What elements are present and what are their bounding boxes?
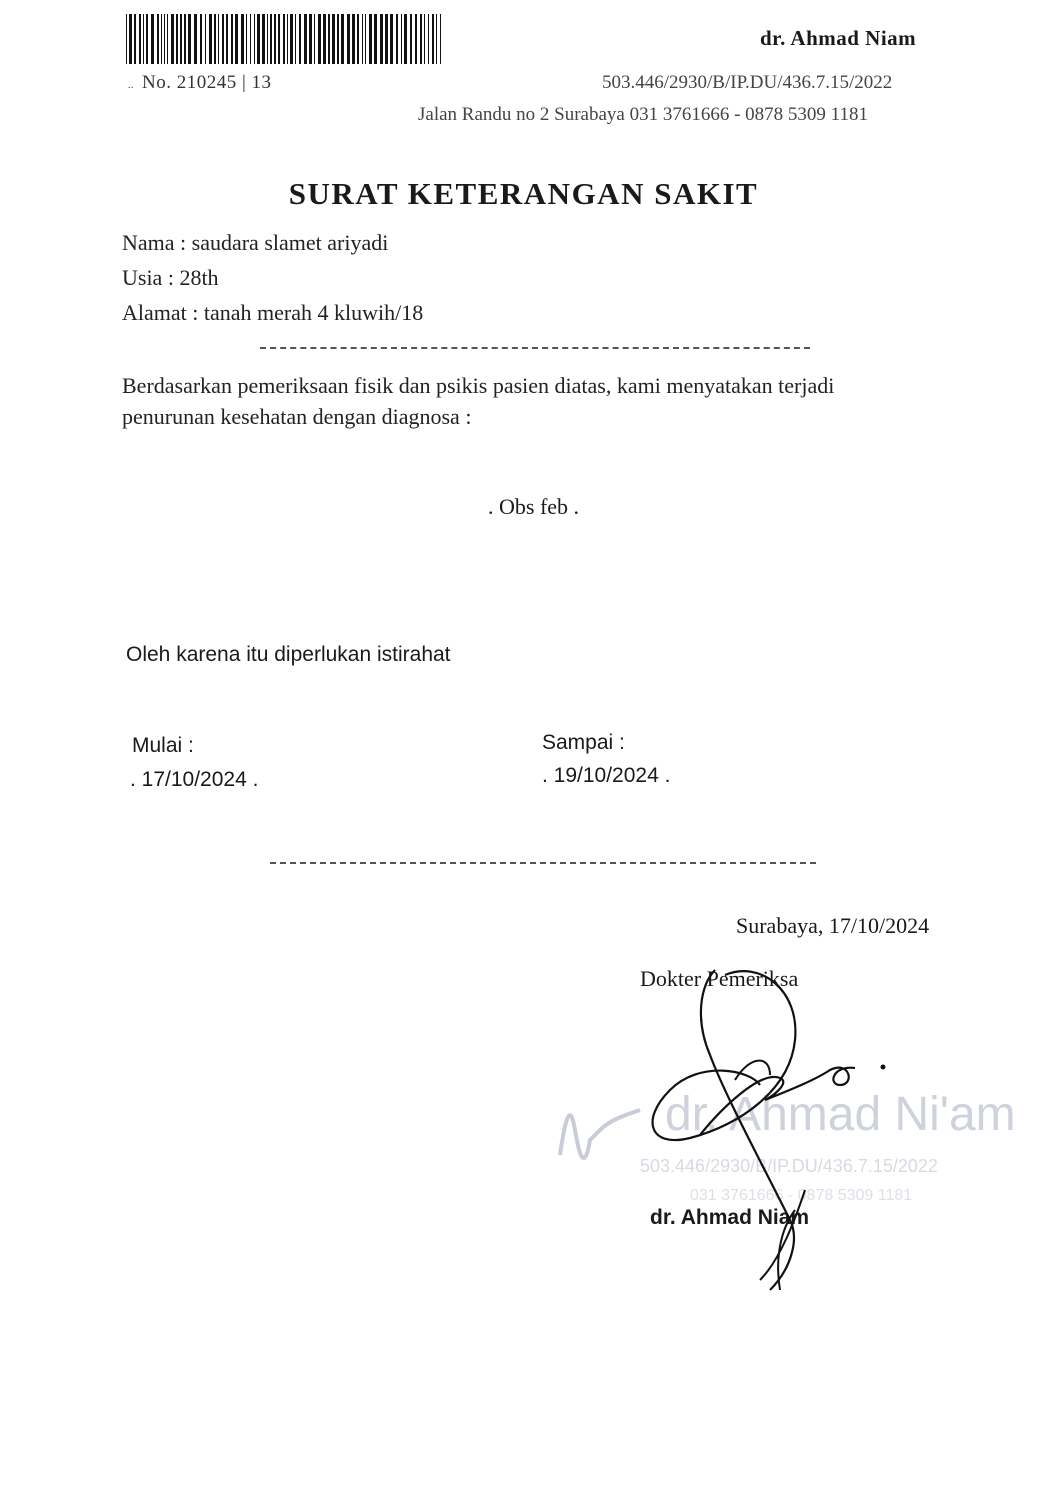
barcode-bar bbox=[369, 14, 372, 64]
document-title: SURAT KETERANGAN SAKIT bbox=[288, 176, 759, 211]
barcode-bar bbox=[129, 14, 132, 64]
barcode-bar bbox=[194, 14, 197, 64]
barcode-bar bbox=[299, 14, 301, 64]
barcode-bar bbox=[290, 14, 293, 64]
barcode-bar bbox=[270, 14, 272, 64]
barcode-bar bbox=[180, 14, 182, 64]
stamp-phone: 031 3761666 - 0878 5309 1181 bbox=[690, 1187, 913, 1204]
clinic-address: Jalan Randu no 2 Surabaya 031 3761666 - 0878 5309 1181 bbox=[418, 104, 868, 125]
barcode-bar bbox=[385, 14, 388, 64]
barcode-bar bbox=[143, 14, 144, 64]
signature bbox=[640, 960, 900, 1300]
barcode-bar bbox=[323, 14, 326, 64]
statement-line-1: Berdasarkan pemeriksaan fisik dan psikis pasien diatas, kami menyatakan terjadi bbox=[122, 373, 835, 398]
license-number: 503.446/2930/B/IP.DU/436.7.15/2022 bbox=[602, 72, 893, 93]
place-and-date: Surabaya, 17/10/2024 bbox=[736, 913, 930, 938]
barcode-bar bbox=[267, 14, 268, 64]
barcode-bar bbox=[362, 14, 363, 64]
signature-doctor-name: dr. Ahmad Niam bbox=[650, 1206, 810, 1229]
barcode-bar bbox=[374, 14, 377, 64]
barcode-bar bbox=[309, 14, 312, 64]
divider-top bbox=[260, 347, 810, 349]
barcode-bar bbox=[241, 14, 244, 64]
barcode-bar bbox=[171, 14, 174, 64]
barcode-bar bbox=[218, 14, 219, 64]
barcode-bar bbox=[424, 14, 425, 64]
barcode-bar bbox=[365, 14, 366, 64]
end-date: . 19/10/2024 . bbox=[542, 764, 671, 787]
barcode-bar bbox=[222, 14, 224, 64]
barcode-bar bbox=[304, 14, 307, 64]
barcode-bar bbox=[164, 14, 165, 64]
stamp-license: 503.446/2930/B/IP.DU/436.7.15/2022 bbox=[640, 1156, 938, 1176]
divider-bottom bbox=[270, 862, 816, 864]
barcode-bar bbox=[134, 14, 136, 64]
patient-name: Nama : saudara slamet ariyadi bbox=[122, 230, 389, 255]
barcode-bar bbox=[432, 14, 434, 64]
barcode-bar bbox=[139, 14, 141, 64]
barcode-bar bbox=[200, 14, 202, 64]
barcode-bar bbox=[157, 14, 159, 64]
barcode-bar bbox=[184, 14, 186, 64]
barcode-bar bbox=[352, 14, 355, 64]
barcode-bar bbox=[235, 14, 238, 64]
examiner-label: Dokter Pemeriksa bbox=[640, 966, 799, 991]
patient-age: Usia : 28th bbox=[122, 265, 219, 290]
barcode-bar bbox=[314, 14, 315, 64]
barcode-bar bbox=[380, 14, 383, 64]
barcode-bar bbox=[347, 14, 350, 64]
barcode-bar bbox=[274, 14, 276, 64]
barcode-bar bbox=[151, 14, 154, 64]
stamp-name: dr. Ahmad Ni'am bbox=[665, 1088, 1016, 1141]
barcode-bar bbox=[176, 14, 178, 64]
barcode-bar bbox=[283, 14, 285, 64]
barcode-bar bbox=[415, 14, 417, 64]
statement-line-2: penurunan kesehatan dengan diagnosa : bbox=[122, 404, 472, 429]
barcode-bar bbox=[205, 14, 206, 64]
document-number-value: No. 210245 | 13 bbox=[142, 72, 272, 93]
barcode-bar bbox=[167, 14, 168, 64]
barcode-bar bbox=[396, 14, 398, 64]
barcode-bar bbox=[214, 14, 216, 64]
barcode-bar bbox=[332, 14, 335, 64]
barcode-bar bbox=[126, 14, 127, 64]
barcode-bar bbox=[401, 14, 402, 64]
barcode-bar bbox=[254, 14, 255, 64]
barcode-bar bbox=[295, 14, 296, 64]
barcode-bar bbox=[436, 14, 437, 64]
start-label: Mulai : bbox=[132, 734, 194, 757]
barcode-bar bbox=[287, 14, 288, 64]
barcode-bar bbox=[250, 14, 251, 64]
barcode-bar bbox=[209, 14, 212, 64]
barcode-bar bbox=[278, 14, 280, 64]
barcode-bar bbox=[226, 14, 228, 64]
barcode-bar bbox=[328, 14, 330, 64]
barcode-bar bbox=[440, 14, 441, 64]
rest-statement: Oleh karena itu diperlukan istirahat bbox=[126, 643, 451, 666]
barcode bbox=[126, 14, 444, 64]
barcode-bar bbox=[428, 14, 429, 64]
header-doctor-name: dr. Ahmad Niam bbox=[760, 26, 917, 50]
barcode-bar bbox=[262, 14, 265, 64]
barcode-bar bbox=[420, 14, 422, 64]
barcode-bar bbox=[341, 14, 344, 64]
end-label: Sampai : bbox=[542, 731, 625, 754]
barcode-bar bbox=[146, 14, 148, 64]
document-number-mark: .. bbox=[128, 80, 134, 91]
patient-address: Alamat : tanah merah 4 kluwih/18 bbox=[122, 300, 424, 325]
barcode-bar bbox=[404, 14, 407, 64]
barcode-bar bbox=[318, 14, 321, 64]
barcode-bar bbox=[357, 14, 359, 64]
barcode-bar bbox=[337, 14, 339, 64]
start-date: . 17/10/2024 . bbox=[130, 768, 259, 791]
barcode-bar bbox=[188, 14, 191, 64]
barcode-bar bbox=[161, 14, 162, 64]
barcode-bar bbox=[390, 14, 393, 64]
barcode-bar bbox=[246, 14, 247, 64]
barcode-bar bbox=[231, 14, 233, 64]
barcode-bar bbox=[257, 14, 260, 64]
barcode-bar bbox=[410, 14, 412, 64]
diagnosis: . Obs feb . bbox=[488, 494, 580, 519]
document-number bbox=[128, 72, 272, 94]
